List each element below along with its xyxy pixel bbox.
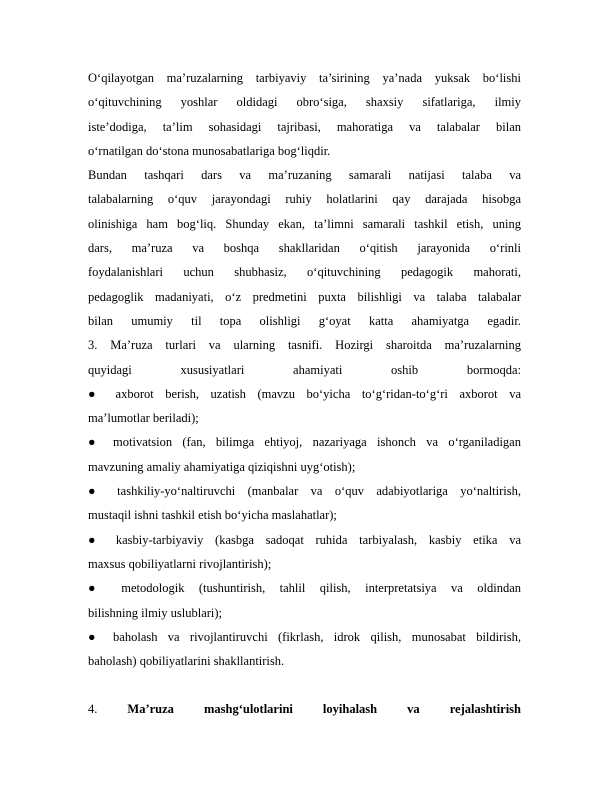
text-line: o‘rnatilgan do‘stona munosabatlariga bog‘liqdir. [88, 143, 331, 158]
paragraph-gap [88, 673, 521, 697]
bullet-item: ● kasbiy-tarbiyaviy (kasbga sadoqat ruhida tarbiyalash, kasbiy etika va [88, 532, 521, 547]
text-line: mustaqil ishni tashkil etish bo‘yicha maslahatlar); [88, 508, 337, 523]
text-line: bilishning ilmiy uslublari); [88, 605, 223, 620]
text-line: talabalarning o‘quv jarayondagi ruhiy holatlarini qay darajada hisobga [88, 192, 521, 207]
text-line: baholash) qobiliyatlarini shakllantirish. [88, 654, 285, 669]
bullet-item: ● tashkiliy-yo‘naltiruvchi (manbalar va o‘quv adabiyotlariga yo‘naltirish, [88, 484, 521, 499]
bullet-item: ● motivatsion (fan, bilimga ehtiyoj, nazariyaga ishonch va o‘rganiladigan [88, 435, 521, 450]
text-line: Bundan tashqari dars va ma’ruzaning samarali natijasi talaba va [88, 168, 521, 183]
section-3-heading-line: 3. Ma’ruza turlari va ularning tasnifi. Hozirgi sharoitda ma’ruzalarning [88, 338, 521, 353]
text-line: o‘qituvchining yoshlar oldidagi obro‘siga, shaxsiy sifatlariga, ilmiy [88, 95, 521, 110]
text-line: maxsus qobiliyatlarni rivojlantirish); [88, 556, 272, 571]
text-line: dars, ma’ruza va boshqa shakllaridan o‘qitish jarayonida o‘rinli [88, 241, 521, 256]
text-line: ma’lumotlar beriladi); [88, 411, 199, 426]
text-line: iste’dodiga, ta’lim sohasidagi tajribasi, mahoratiga va talabalar bilan [88, 119, 521, 134]
document-page [88, 66, 521, 722]
text-line: mavzuning amaliy ahamiyatiga qiziqishni uyg‘otish); [88, 459, 356, 474]
text-line: bilan umumiy til topa olishligi g‘oyat katta ahamiyatga egadir. [88, 313, 521, 328]
text-line: olinishiga ham bog‘liq. Shunday ekan, ta’limni samarali tashkil etish, uning [88, 216, 521, 231]
section-title: Ma’ruza mashg‘ulotlarini loyihalash va rejalashtirish [127, 702, 521, 717]
bullet-item: ● baholash va rivojlantiruvchi (fikrlash, idrok qilish, munosabat bildirish, [88, 629, 521, 644]
text-line: foydalanishlari uchun shubhasiz, o‘qituvchining pedagogik mahorati, [88, 265, 521, 280]
text-line: O‘qilayotgan ma’ruzalarning tarbiyaviy ta’sirining ya’nada yuksak bo‘lishi [88, 71, 521, 85]
section-number: 4. [88, 702, 128, 717]
bullet-item: ● axborot berish, uzatish (mavzu bo‘yicha to‘g‘ridan-to‘g‘ri axborot va [88, 386, 521, 401]
section-4-heading [88, 697, 521, 721]
text-line: pedagoglik madaniyati, o‘z predmetini puxta bilishligi va talaba talabalar [88, 289, 521, 304]
text-line: quyidagi xususiyatlari ahamiyati oshib bormoqda: [88, 362, 521, 377]
bullet-item: ● metodologik (tushuntirish, tahlil qilish, interpretatsiya va oldindan [88, 581, 521, 596]
